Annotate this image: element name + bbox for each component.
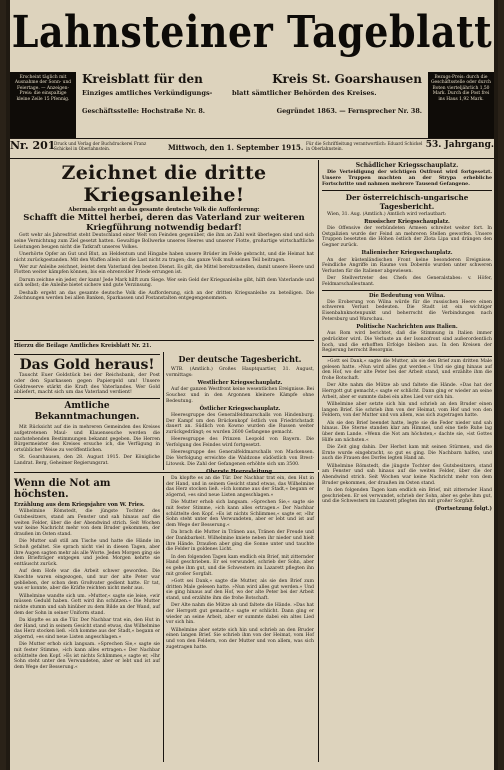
- official-notice-signature: St. Goarshausen, den 28. August 1915. Der Königliche Landrat. Berg, Geheimer Regierungsrat.: [14, 455, 160, 466]
- serial-paragraph: Wilhelmine Römstedt, die jüngste Tochter des Gutsbesitzers, stand am Fenster und sah hinaus auf die weiten Felder, über die der Abendwind strich. Seit Wochen war keine Nachricht mehr von dem Bruder gekommen, der draußen im Osten stand.: [14, 509, 160, 538]
- war-loan-appeal: Schafft die Mittel herbei, deren das Vaterland zur weiteren Kriegführung notwendig bedarf!: [23, 213, 305, 233]
- eastern-front-body: Heeresgruppe des Generalfeldmarschalls von Hindenburg. Der Kampf um den Brückenkopf östlich von Friedrichstadt dauert an. Südlich von Kowno wurden die Russen weiter zurückgedrängt; es wurden 2600 Gefangene gemacht.: [166, 412, 314, 436]
- serial-paragraph: Wilhelmine aber setzte sich hin und schrieb an den Bruder einen langen Brief. Sie schrieb ihm von der Heimat, vom Hof und von den Feldern, von der Mutter und von allem, was sich zugetragen hatte.: [322, 401, 492, 419]
- eastern-front-heading: Östlicher Kriegsschauplatz.: [199, 405, 281, 412]
- column-rule: [318, 160, 319, 470]
- vilnius-heading: Die Bedeutung von Wilna.: [369, 292, 445, 299]
- serial-paragraph: Die Mutter erhob sich langsam. »Sprechen Sie,« sagte sie mit fester Stimme, »ich kann alles ertragen.« Der Nachbar schüttelte den Kopf. »Es ist nichts Schlimmes,« sagte er, »Ihr Sohn steht unter den Verwundeten, aber er lebt und ist auf dem Wege der Besserung.«: [14, 642, 160, 670]
- serial-paragraph: Da klopfte es an die Tür. Der Nachbar trat ein, den Hut in der Hand, und in seinem Gesicht stand etwas, das Wilhelmine das Herz stocken ließ. »Ich komme aus der Stadt,« begann er zögernd, »es sind neue Listen angeschlagen.«: [166, 476, 314, 499]
- serial-left-column: [14, 476, 160, 762]
- official-notices-heading: Amtliche Bekanntmachungen.: [34, 401, 140, 423]
- left-notices-column: [14, 352, 160, 470]
- war-loan-headline: Zeichnet die dritte Kriegsanleihe!: [61, 162, 267, 206]
- masthead-title: Lahnsteiner Tageblatt: [11, 5, 493, 58]
- war-loan-paragraph: Darum zeichne ein jeder, der kann! Jede Mark hilft zum Siege. Wer sein Geld der Kriegsanleihe gibt, hilft dem Vaterlande und sich selbst; die Anleihe bietet sichere und gute Verzinsung.: [14, 277, 314, 289]
- divider: [322, 290, 492, 291]
- war-loan-intro: Abermals ergeht an das gesamte deutsche Volk die Aufforderung:: [68, 207, 260, 213]
- serial-paragraph: Da klopfte es an die Tür. Der Nachbar trat ein, den Hut in der Hand, und in seinem Gesicht stand etwas, das Wilhelmine das Herz stocken ließ. »Ich komme aus der Stadt,« begann er zögernd, »es sind neue Listen angeschlagen.«: [14, 617, 160, 640]
- german-report-headline: Der deutsche Tagesbericht.: [178, 354, 302, 364]
- gold-appeal: Tauscht Euer Goldstück bei der Reichsbank, der Post oder den Sparkassen gegen Papiergeld um! Unsere Goldreserve stärkt die Kraft des Vaterlandes. Wer Gold abliefert, macht sich um das Vaterland verdient!: [14, 373, 160, 396]
- subtitle2-right: blatt sämtlicher Behörden des Kreises.: [232, 89, 377, 97]
- left-upper-column: [14, 162, 314, 340]
- rule-top: [10, 138, 494, 139]
- divider: [14, 398, 160, 399]
- right-news-column: [322, 162, 492, 758]
- war-loan-paragraph: Unerhörte Opfer an Gut und Blut, an Heldentum und Hingabe haben unsere Brüder im Felde gebracht, und die Heimat hat nicht zurückgestanden. Mit den Waffen allein ist die Last nicht zu tragen; das ganze Volk muß seinen Teil beitragen.: [14, 251, 314, 263]
- page-edge-right: [494, 0, 498, 770]
- column-rule: [163, 476, 164, 762]
- serial-paragraph: Wilhelmine aber setzte sich hin und schrieb an den Bruder einen langen Brief. Sie schrieb ihm von der Heimat, vom Hof und von den Feldern, von der Mutter und von allem, was sich zugetragen hatte.: [166, 627, 314, 650]
- rule-under-dateline: [10, 158, 494, 159]
- divider: [14, 354, 160, 355]
- right-headline: Schädlicher Kriegsschauplatz.: [355, 162, 459, 169]
- vilnius-body: Die Eroberung von Wilna würde für die russischen Heere einen schweren Verlust bedeuten. Die Stadt ist ein wichtiger Eisenbahnknotenpunkt und beherrscht die Verbindungen nach Petersburg und Warschau.: [322, 299, 492, 322]
- serial-continued: (Fortsetzung folgt.): [435, 506, 492, 513]
- serial-paragraph: In den folgenden Tagen kam endlich ein Brief, mit zitternder Hand geschrieben. Er sei verwundet, schrieb der Sohn, aber es gehe ihm gut, und die Schwestern im Lazarett pflegten ihn mit großer Sorgfalt.: [166, 554, 314, 577]
- austrian-report-headline: Der österreichisch-ungarische Tagesbericht.: [345, 192, 469, 212]
- supplement-note-box: [14, 342, 314, 350]
- right-intro: Die Verteidigung der wichtigen Ostfront wird fortgesetzt. Unsere Truppen machten an der Strypa erhebliche Fortschritte und nahmen mehrere Tausend Gefangene.: [322, 169, 492, 187]
- german-report-dateline: WTB. (Amtlich.) Großes Hauptquartier, 31. August, vormittags:: [166, 367, 314, 378]
- issue-number: Nr. 201: [10, 139, 56, 152]
- volume-number: 53. Jahrgang.: [425, 140, 494, 150]
- subtitle2-left: Einziges amtliches Verkündigungs-: [82, 89, 213, 97]
- newspaper-page: [6, 0, 498, 770]
- eastern-front-body: Heeresgruppe des Prinzen Leopold von Bayern. Die Verfolgung des Feindes wird fortgesetzt.: [166, 437, 314, 448]
- serial-paragraph: Die Mutter saß still am Tische und hatte die Hände im Schoß gefaltet. Sie sprach nicht viel in diesen Tagen, aber ihre Augen sagten mehr als alle Worte. Jeden Morgen ging sie dem Briefträger entgegen und jeden Morgen kehrte sie enttäuscht zurück.: [14, 539, 160, 568]
- serial-paragraph: Auf dem Hofe war die Arbeit schwer geworden. Die Knechte waren eingezogen, und nur der alte Peter war geblieben, der schon dem Großvater gedient hatte. Er tat, was er konnte, aber die Kräfte reichten nicht mehr aus.: [14, 569, 160, 592]
- issue-date: Mittwoch, den 1. September 1915.: [168, 143, 304, 152]
- austrian-report-dateline: Wien, 31. Aug. (Amtlich.) Amtlich wird verlautbart:: [327, 211, 447, 217]
- masthead: [6, 2, 498, 66]
- supplement-note: Hierzu die Beilage Amtliches Kreisblatt Nr. 21.: [14, 343, 152, 349]
- serial-paragraph: Die Zeit ging dahin. Der Herbst kam mit seinen Stürmen, und die Ernte wurde eingebracht, so gut es ging. Die Nachbarn halfen, und auch die Frauen des Dorfes legten Hand an.: [322, 444, 492, 462]
- serial-headline: Wenn die Not am höchsten.: [14, 478, 111, 500]
- russian-front-body: Die Offensive der verbündeten Armeen schreitet weiter fort. In Ostgalizien wurde der Feind an mehreren Stellen geworfen. Unsere Truppen besetzten die Höhen östlich der Zlota Lipa und drängen den Gegner zurück.: [322, 226, 492, 249]
- publisher-note: Druck und Verlag der Buchdruckerei Franz Schickel in Oberlahnstein.: [54, 141, 147, 151]
- office-address: Geschäftsstelle: Hochstraße Nr. 8.: [82, 107, 206, 115]
- serial-paragraph: Die Mutter erhob sich langsam. »Sprechen Sie,« sagte sie mit fester Stimme, »ich kann alles ertragen.« Der Nachbar schüttelte den Kopf. »Es ist nichts Schlimmes,« sagte er, »Ihr Sohn steht unter den Verwundeten, aber er lebt und ist auf dem Wege der Besserung.«: [166, 500, 314, 529]
- war-loan-paragraph: Wer zur Anleihe zeichnet, leistet dem Vaterland den besten Dienst. Es gilt, die Mittel bereitzustellen, damit unsere Heere und Flotten weiter kämpfen können, bis ein ehrenvoller Friede errungen ist.: [14, 264, 314, 276]
- serial-paragraph: Da brach die Mutter in Tränen aus, Tränen der Freude und der Dankbarkeit. Wilhelmine kniete neben ihr nieder und hielt ihre Hände. Draußen aber ging die Sonne unter und tauchte die Felder in goldenes Licht.: [166, 530, 314, 553]
- russian-front-heading: Russischer Kriegsschauplatz.: [364, 218, 450, 225]
- serial-paragraph: Der Alte nahm die Mütze ab und faltete die Hände. »Das hat der Herrgott gut gemacht,« sagte er schlicht. Dann ging er wieder an seine Arbeit, aber er summte dabei ein altes Lied vor sich hin.: [166, 603, 314, 626]
- war-loan-paragraph: Gott wehr als Jahresfrist steht Deutschland einer Welt von Feinden gegenüber, die ihm an Zahl weit überlegen sind und sich seine Vernichtung zum Ziel gesetzt hatten. Gewaltige Bollwerke unseres Heeres und unserer Flotte, großartige wirtschaftliche Leistungen beugen nicht die Tatkraft unseres Volkes.: [14, 233, 314, 250]
- ear-left-notice: Erscheint täglich mit Ausnahme der Sonn- und Feiertage. — Anzeigen-Preis: die einspaltige kleine Zeile 15 Pfennig.: [10, 72, 76, 138]
- divider: [322, 190, 492, 191]
- gold-headline: Das Gold heraus!: [19, 357, 155, 373]
- serial-paragraph: In den folgenden Tagen kam endlich ein Brief, mit zitternder Hand geschrieben. Er sei verwundet, schrieb der Sohn, aber es gehe ihm gut, und die Schwestern im Lazarett pflegten ihn mit großer Sorgfalt.: [322, 487, 492, 505]
- italy-politics-body: Aus Rom wird berichtet, daß die Stimmung in Italien immer gedrückter wird. Die Verluste an der Isonzofront sind außerordentlich hoch, und die erhofften Erfolge bleiben aus. In den Kreisen der Regierung herrscht Besorgnis.: [322, 331, 492, 354]
- rule-feuilleton: [14, 472, 314, 473]
- western-front-body: Auf der ganzen Westfront keine wesentlichen Ereignisse. Bei Souchez und in den Argonnen kleinere Kämpfe ohne Bedeutung.: [166, 387, 314, 404]
- ear-right-notice: Bezugs-Preis: durch die Geschäftsstelle oder durch Boten vierteljährlich 1,50 Mark. Durch die Post frei ins Haus 1,92 Mark.: [428, 72, 494, 138]
- war-loan-paragraph: Deshalb ergeht an das gesamte deutsche Volk die Aufforderung, sich an der dritten Kriegsanleihe zu beteiligen. Die Zeichnungen werden bei allen Banken, Sparkassen und Postanstalten entgegengenommen.: [14, 290, 314, 302]
- serial-paragraph: Wilhelmine wandte sich um. »Mutter,« sagte sie leise, »wir müssen Geduld haben. Gott wird ihn schützen.« Die Mutter nickte stumm und sah hinüber zu dem Bilde an der Wand, auf dem der Sohn in seiner Uniform stand.: [14, 593, 160, 616]
- serial-paragraph: »Gott sei Dank,« sagte die Mutter, als sie den Brief zum dritten Male gelesen hatte. »Nun wird alles gut werden.« Und sie ging hinaus auf den Hof, wo der alte Peter bei der Arbeit stand, und erzählte ihm die frohe Botschaft.: [166, 578, 314, 602]
- dateline: [10, 140, 494, 158]
- serial-paragraph: Der Alte nahm die Mütze ab und faltete die Hände. »Das hat der Herrgott gut gemacht,« sagte er schlicht. Dann ging er wieder an seine Arbeit, aber er summte dabei ein altes Lied vor sich hin.: [322, 383, 492, 400]
- divider: [322, 356, 492, 357]
- founded-phone: Gegründet 1863. — Fernsprecher Nr. 38.: [276, 107, 422, 115]
- editor-note: Für die Schriftleitung verantwortlich: Eduard Schickel in Oberlahnstein.: [306, 141, 423, 151]
- serial-middle-column: [166, 476, 314, 762]
- italy-politics-heading: Politische Nachrichten aus Italien.: [356, 324, 458, 331]
- official-notice-body: Mit Rücksicht auf die in mehreren Gemeinden des Kreises aufgetretenen Maul- und Klauenseuche werden die nachstehenden Bestimmungen bekannt gegeben. Die Herren Bürgermeister des Kreises ersuche ich, die Verfügung in ortsüblicher Weise zu veröffentlichen.: [14, 425, 160, 453]
- rule-left-1: [14, 340, 314, 341]
- serial-paragraph: Wilhelmine Römstedt, die jüngste Tochter des Gutsbesitzers, stand am Fenster und sah hinaus auf die weiten Felder, über die der Abendwind strich. Seit Wochen war keine Nachricht mehr von dem Bruder gekommen, der draußen im Osten stand.: [322, 463, 492, 486]
- subtitle-right: Kreis St. Goarshausen: [272, 72, 422, 86]
- eastern-front-body: Heeresgruppe des Generalfeldmarschalls von Mackensen. Die Verfolgung erreichte die Waldzone südöstlich von Brest-Litowsk. Die Zahl der Gefangenen erhöhte sich um 3500.: [166, 450, 314, 467]
- austrian-report-signature: Der Stellvertreter des Chefs des Generalstabes: v. Höfer, Feldmarschalleutnant.: [322, 276, 492, 287]
- western-front-heading: Westlicher Kriegsschauplatz.: [197, 379, 283, 386]
- report-signature: Oberste Heeresleitung.: [206, 468, 274, 475]
- italian-front-body: An der küstenländischen Front keine besonderen Ereignisse. Feindliche Angriffe im Raume von Doberdo wurden unter schweren Verlusten für die Italiener abgewiesen.: [322, 257, 492, 274]
- subtitle-left: Kreisblatt für den: [82, 72, 203, 86]
- serial-byline: Erzählung aus dem Kriegsjahre von W. Fries.: [14, 502, 145, 508]
- column-rule: [318, 472, 319, 762]
- column-rule: [163, 352, 164, 470]
- serial-paragraph: »Gott sei Dank,« sagte die Mutter, als sie den Brief zum dritten Male gelesen hatte. »Nun wird alles gut werden.« Und sie ging hinaus auf den Hof, wo der alte Peter bei der Arbeit stand, und erzählte ihm die frohe Botschaft.: [322, 359, 492, 382]
- italian-front-heading: Italienischer Kriegsschauplatz.: [361, 250, 453, 257]
- serial-paragraph: Als sie den Brief beendet hatte, legte sie die Feder nieder und sah hinaus. Die Sterne standen klar am Himmel, und eine tiefe Ruhe lag über dem Lande. »Wenn die Not am höchsten,« dachte sie, »ist Gottes Hilfe am nächsten.«: [322, 420, 492, 443]
- middle-report-column: [166, 352, 314, 475]
